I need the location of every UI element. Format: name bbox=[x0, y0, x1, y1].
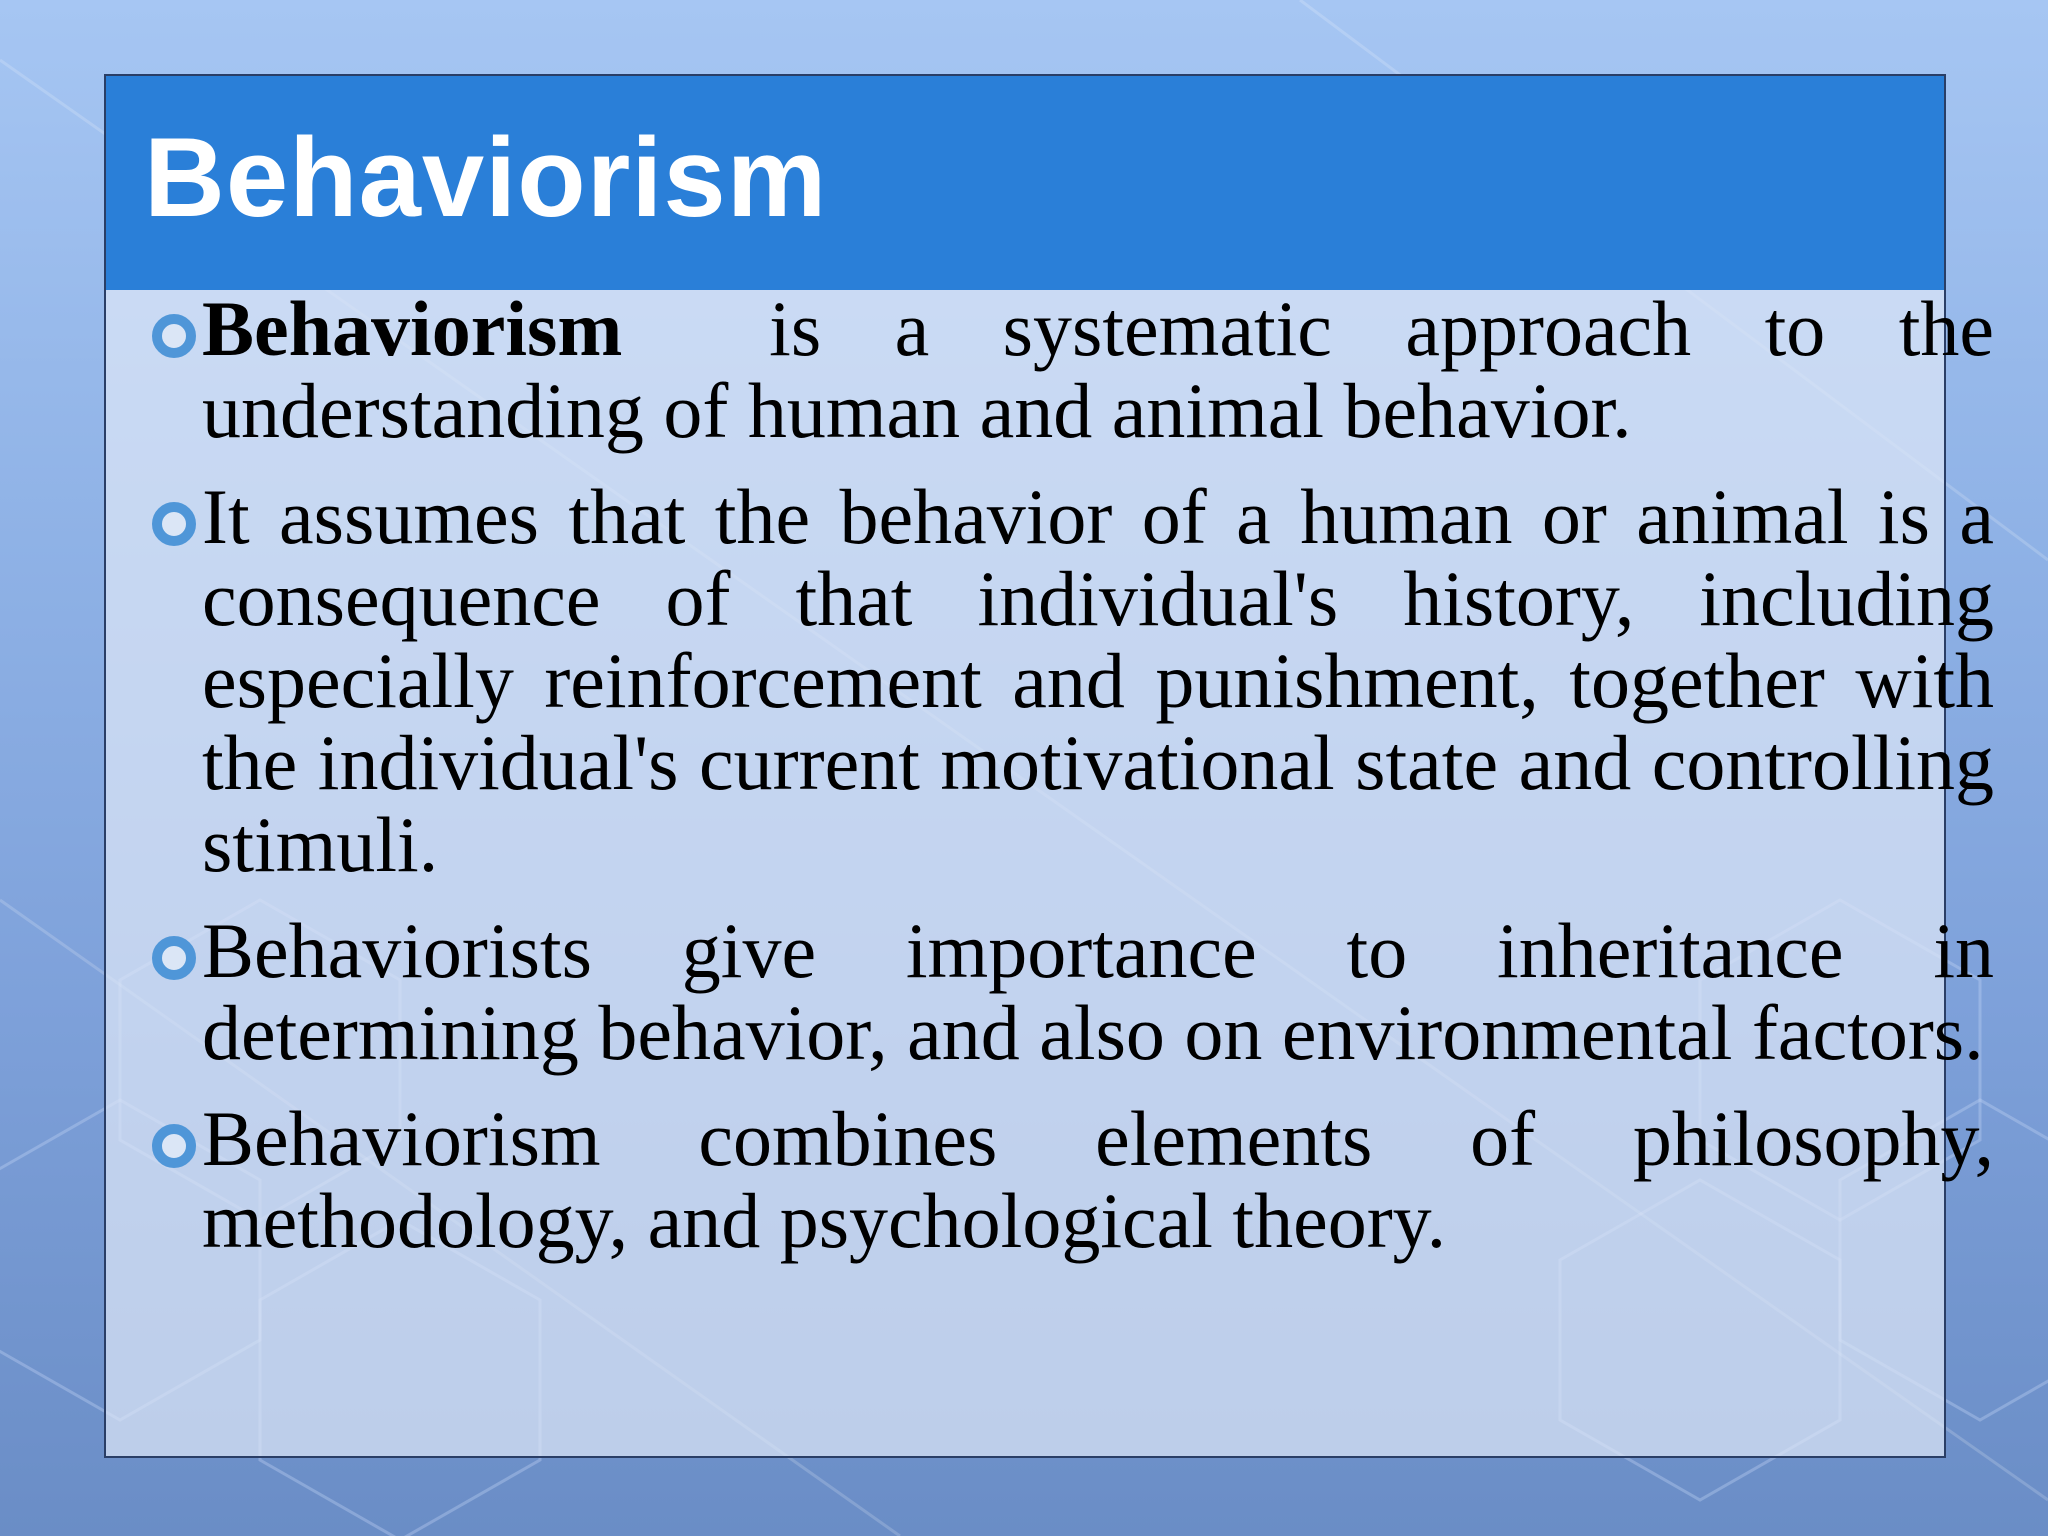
bullet-text: Behaviorists give importance to inheritance in determining behavior, and also on environmental factors. bbox=[202, 907, 1994, 1076]
circle-bullet-icon bbox=[152, 502, 196, 546]
bullet-list bbox=[202, 285, 2014, 1286]
circle-bullet-icon bbox=[152, 314, 196, 358]
bullet-text: It assumes that the behavior of a human or animal is a consequence of that individual's history, including especially reinforcement and punishment, together with the individual's current motivational state and controlling stimuli. bbox=[202, 473, 1994, 888]
bullet-item-definition bbox=[202, 285, 2014, 454]
bullet-item-importance bbox=[202, 907, 1994, 1076]
bullet-item-assumption bbox=[202, 473, 1994, 888]
bullet-item-combines bbox=[202, 1095, 1994, 1264]
bullet-text: is a systematic approach to the understanding of human and animal behavior. bbox=[202, 285, 2014, 454]
bullet-lead-term: Behaviorism bbox=[202, 285, 623, 372]
title-bar bbox=[106, 76, 1944, 290]
slide-title: Behaviorism bbox=[144, 115, 828, 240]
bullet-text: Behaviorism combines elements of philosophy, methodology, and psychological theory. bbox=[202, 1095, 1994, 1264]
slide-panel bbox=[104, 74, 2014, 1458]
circle-bullet-icon bbox=[152, 936, 196, 980]
circle-bullet-icon bbox=[152, 1124, 196, 1168]
